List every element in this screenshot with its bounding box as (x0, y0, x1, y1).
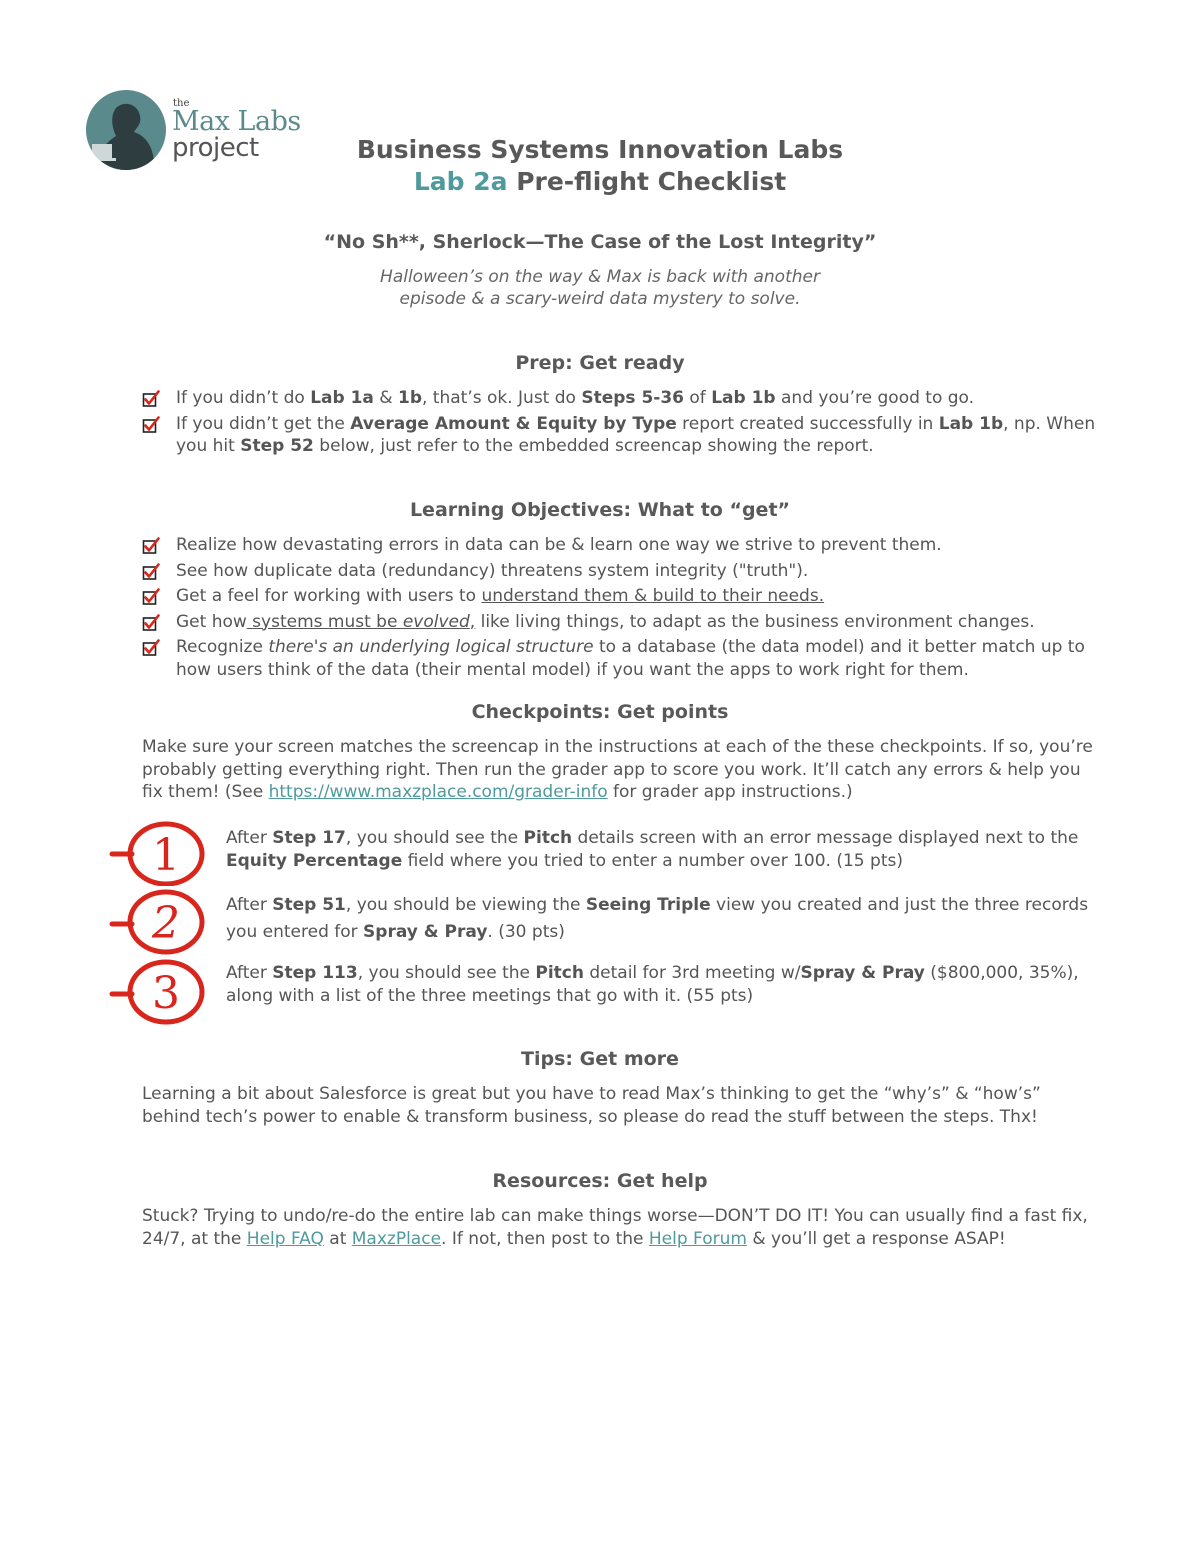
text: Realize how devastating errors in data can be & learn one way we strive to prevent them. (176, 535, 942, 555)
bold-text: Step 17 (272, 828, 346, 848)
checkbox-checked-icon (142, 563, 160, 581)
text: detail for 3rd meeting w/ (583, 963, 801, 983)
text: If you didn’t get the (176, 413, 351, 434)
text: After (226, 895, 273, 915)
bold-text: Lab 1b (711, 388, 776, 408)
text: , you should see the (345, 828, 524, 848)
text: and you’re good to go. (775, 388, 975, 408)
objectives-heading: Learning Objectives: What to “get” (409, 499, 791, 521)
checkpoint-3-badge (104, 956, 208, 1026)
bold-text: 1b (397, 388, 422, 408)
objective-item-5 (142, 636, 1102, 681)
text: , np. When you hit (176, 413, 1096, 456)
intro-line-1: Halloween’s on the way & Max is back with another (380, 267, 820, 287)
intro-line-2: episode & a scary-weird data mystery to solve. (399, 289, 801, 309)
text: Make sure your screen matches the screencap in the instructions at each of the these checkpoints. If so, you’re probably getting everything right. Then run the grader app to score you work. It’ll catch any errors & help you fix them! (See (142, 737, 1093, 802)
text: Get a feel for working with users to (176, 586, 482, 606)
bold-text: Step 113 (272, 963, 358, 983)
text: & (373, 388, 398, 408)
resources-heading: Resources: Get help (492, 1170, 708, 1192)
prep-item-1 (142, 387, 1102, 410)
text: After (226, 963, 273, 983)
bold-text: Seeing Triple (585, 895, 711, 915)
logo-max-labs: Max Labs (172, 106, 301, 137)
text: view you created and just the three records you entered for (226, 895, 1089, 942)
page-title: Business Systems Innovation Labs (356, 135, 844, 164)
text: report created successfully in (676, 413, 939, 434)
page-subtitle-lab (0, 167, 1200, 196)
logo-project: project (172, 133, 259, 163)
grader-info-link[interactable]: https://www.maxzplace.com/grader-info (268, 782, 608, 802)
text: details screen with an error message displayed next to the (572, 828, 1079, 848)
text: Recognize (176, 637, 269, 657)
checkpoint-1-text (226, 827, 1106, 872)
checkbox-checked-icon (142, 588, 160, 606)
prep-list (142, 387, 1102, 461)
bold-text: Spray & Pray (363, 922, 488, 942)
objective-item-3 (142, 585, 1102, 608)
bold-text: Pitch (523, 828, 573, 848)
episode-intro (0, 266, 1200, 310)
text: & you’ll get a response ASAP! (746, 1228, 1006, 1249)
bold-text: Spray & Pray (800, 963, 925, 983)
text: for grader app instructions.) (607, 782, 853, 802)
bold-text: Step 51 (272, 895, 346, 915)
text: See how duplicate data (redundancy) threatens system integrity ("truth"). (176, 560, 809, 581)
bold-text: Step 52 (240, 436, 314, 456)
checkpoint-number: 3 (152, 968, 180, 1019)
tips-text: Learning a bit about Salesforce is great but you have to read Max’s thinking to get the “why’s” & “how’s” behind tech’s power to enable & transform business, so please do read the stuff between the steps. Thx! (142, 1084, 1041, 1127)
checkpoint-2-badge (104, 886, 208, 956)
text: of (684, 388, 712, 408)
prep-item-2 (142, 413, 1102, 458)
checkpoint-1-badge (104, 816, 208, 886)
checkpoint-3-text (226, 962, 1106, 1007)
text: , you should see the (357, 963, 536, 983)
objectives-list (142, 534, 1102, 684)
underlined-text: systems must be (246, 611, 403, 632)
bold-text: Pitch (535, 963, 584, 983)
objective-item-2 (142, 560, 1102, 583)
maxzplace-link[interactable]: MaxzPlace (351, 1228, 442, 1249)
bold-text: Lab 1b (938, 413, 1004, 434)
help-forum-link[interactable]: Help Forum (648, 1228, 747, 1249)
text: field where you tried to enter a number over 100. (15 pts) (402, 850, 903, 871)
bold-text: Average Amount & Equity by Type (350, 413, 677, 434)
bold-text: Equity Percentage (226, 850, 403, 871)
underlined-text: understand them & build to their needs. (481, 586, 825, 606)
checkpoint-number: 1 (152, 830, 180, 881)
text: ($800,000, 35%), along with a list of the three meetings that go with it. (55 pts) (226, 963, 1079, 1006)
checkpoints-heading: Checkpoints: Get points (471, 701, 729, 723)
objective-item-1 (142, 534, 1102, 557)
bold-text: Steps 5-36 (581, 388, 684, 408)
checkbox-checked-icon (142, 416, 160, 434)
italic-text: there's an underlying logical structure (268, 637, 594, 657)
text: Stuck? Trying to undo/re-do the entire lab can make things worse—DON’T DO IT! You can usually find a fast fix, 24/7, at the (142, 1206, 1088, 1249)
resources-text (142, 1205, 1102, 1250)
prep-heading: Prep: Get ready (515, 352, 685, 374)
text: at (323, 1228, 352, 1249)
text: Get how (176, 611, 247, 632)
text: If you didn’t do (176, 388, 311, 408)
logo-the: the (173, 98, 190, 109)
bold-text: Lab 1a (310, 388, 374, 408)
checkbox-checked-icon (142, 614, 160, 632)
checkbox-checked-icon (142, 390, 160, 408)
checkpoint-2-text (226, 892, 1106, 946)
checkpoints-intro (142, 736, 1102, 804)
text: After (226, 828, 273, 848)
text: below, just refer to the embedded screencap showing the report. (313, 436, 874, 456)
text: like living things, to adapt as the business environment changes. (475, 611, 1035, 632)
text: to a database (the data model) and it better match up to how users think of the data (their mental model) if you want the apps to work right for them. (176, 637, 1085, 680)
underlined-text: , (469, 611, 476, 632)
checkbox-checked-icon (142, 537, 160, 555)
objective-item-4 (142, 611, 1102, 634)
lab-label: Lab 2a (413, 167, 508, 196)
checkbox-checked-icon (142, 639, 160, 657)
tips-heading: Tips: Get more (521, 1048, 679, 1070)
help-faq-link[interactable]: Help FAQ (246, 1228, 324, 1249)
text: . If not, then post to the (441, 1228, 649, 1249)
text: . (30 pts) (487, 922, 565, 942)
episode-title: “No Sh**, Sherlock—The Case of the Lost Integrity” (323, 231, 877, 253)
checkpoint-number: 2 (152, 898, 180, 949)
text: , you should be viewing the (345, 895, 586, 915)
text: , that’s ok. Just do (421, 388, 582, 408)
title-rest: Pre-flight Checklist (507, 167, 787, 196)
underlined-italic-text: evolved (402, 611, 470, 632)
